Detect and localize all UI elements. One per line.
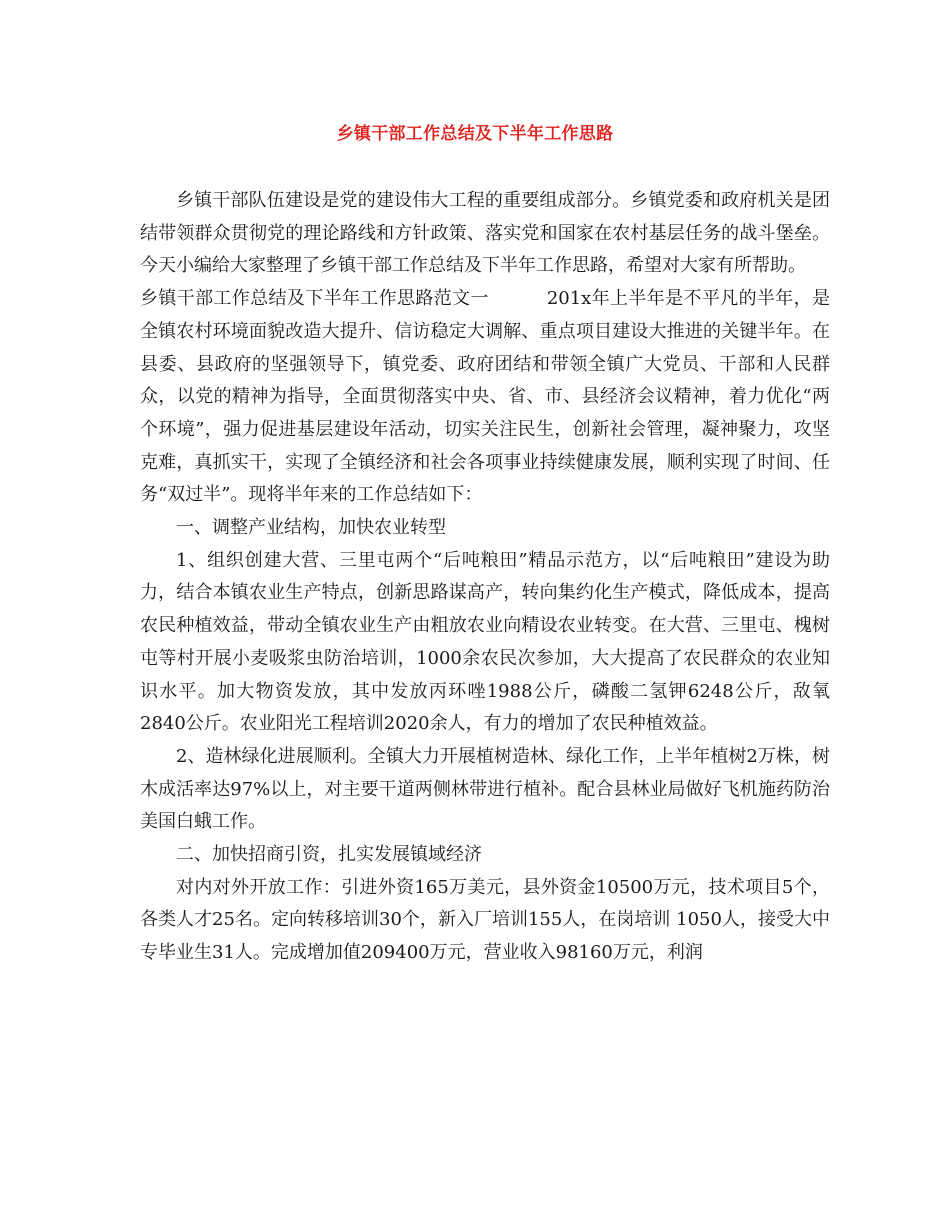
sample-paragraph xyxy=(140,283,830,512)
intro-paragraph: 乡镇干部队伍建设是党的建设伟大工程的重要组成部分。乡镇党委和政府机关是团结带领群众贯彻党的理论路线和方针政策、落实党和国家在农村基层任务的战斗堡垒。今天小编给大家整理了乡镇干部工作总结及下半年工作思路，希望对大家有所帮助。 xyxy=(140,190,830,277)
section-heading-2: 二、加快招商引资，扎实发展镇域经济 xyxy=(176,844,482,866)
sample-heading: 乡镇干部工作总结及下半年工作思路范文一 xyxy=(140,288,489,310)
item-paragraph-3: 对内对外开放工作：引进外资165万美元，县外资金10500万元，技术项目5个，各类人才25名。定向转移培训30个，新入厂培训155人，在岗培训 1050人，接受大中专毕业生31人。完成增加值209400万元，营业收入98160万元，利润 xyxy=(140,876,830,964)
item-paragraph-2: 2、造林绿化进展顺利。全镇大力开展植树造林、绿化工作，上半年植树2万株，树木成活率达97%以上，对主要干道两侧林带进行植补。配合县林业局做好飞机施药防治美国白蛾工作。 xyxy=(140,745,830,833)
section-heading-1: 一、调整产业结构，加快农业转型 xyxy=(176,517,446,539)
document-title: 乡镇干部工作总结及下半年工作思路 xyxy=(336,124,614,144)
document-body xyxy=(140,185,830,970)
item-paragraph-1: 1、组织创建大营、三里屯两个“后吨粮田”精品示范方，以“后吨粮田”建设为助力，结合本镇农业生产特点，创新思路谋高产，转向集约化生产模式，降低成本，提高农民种植效益，带动全镇农业生产由粗放农业向精设农业转变。在大营、三里屯、槐树屯等村开展小麦吸浆虫防治培训，1000余农民次参加，大大提高了农民群众的农业知识水平。加大物资发放，其中发放丙环唑1988公斤，磷酸二氢钾6248公斤，敌氧2840公斤。农业阳光工程培训2020余人，有力的增加了农民种植效益。 xyxy=(140,549,830,735)
sample-body-text: 201x年上半年是不平凡的半年，是全镇农村环境面貌改造大提升、信访稳定大调解、重点项目建设大推进的关键半年。在县委、县政府的坚强领导下，镇党委、政府团结和带领全镇广大党员、干部和人民群众，以党的精神为指导，全面贯彻落实中央、省、市、县经济会议精神，着力优化“两个环境”，强力促进基层建设年活动，切实关注民生，创新社会管理，凝神聚力，攻坚克难，真抓实干，实现了全镇经济和社会各项事业持续健康发展，顺利实现了时间、任务“双过半”。现将半年来的工作总结如下： xyxy=(140,288,831,506)
